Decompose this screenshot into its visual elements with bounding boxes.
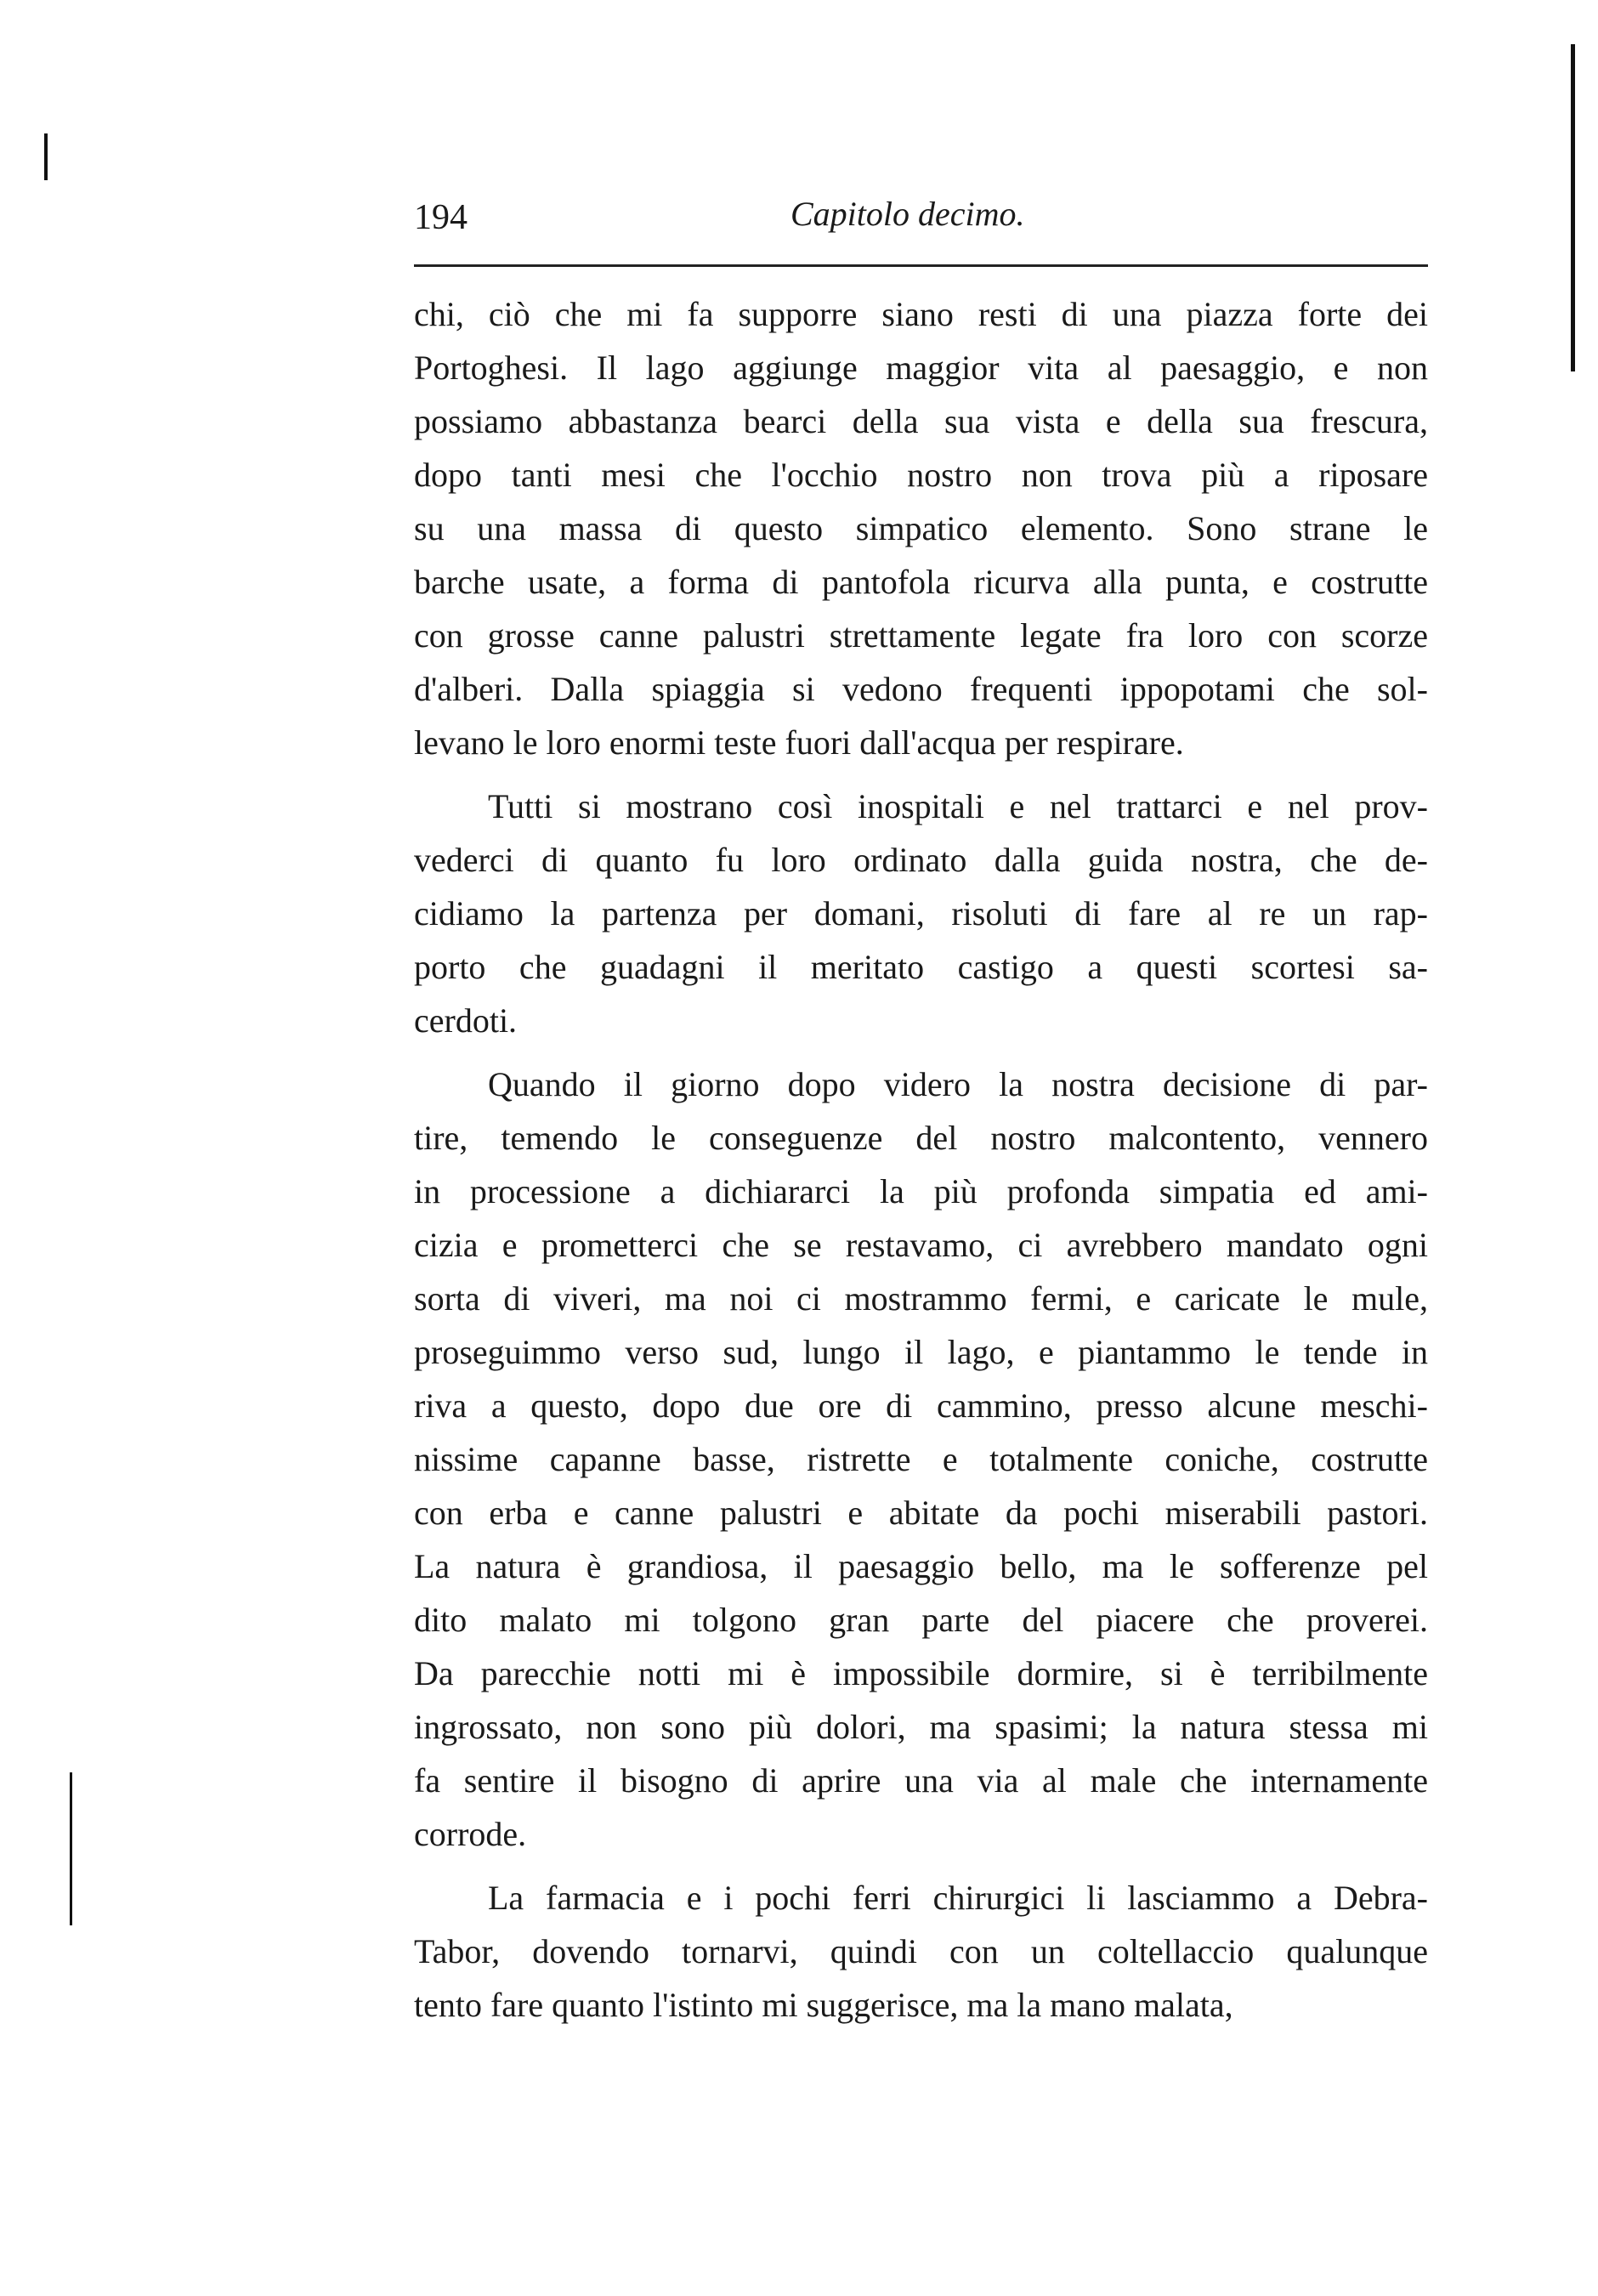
- text-line: barche usate, a forma di pantofola ricurva alla punta, e costrutte: [414, 563, 1428, 601]
- text-line: proseguimmo verso sud, lungo il lago, e piantammo le tende in: [414, 1333, 1428, 1371]
- text-line: riva a questo, dopo due ore di cammino, presso alcune meschi-: [414, 1386, 1428, 1425]
- text-line: possiamo abbastanza bearci della sua vista e della sua frescura,: [414, 402, 1428, 440]
- text-line: sorta di viveri, ma noi ci mostrammo fermi, e caricate le mule,: [414, 1279, 1428, 1318]
- text-line: La farmacia e i pochi ferri chirurgici li lasciammo a Debra-: [488, 1879, 1428, 1917]
- text-line: cerdoti.: [414, 1001, 518, 1040]
- text-line: tire, temendo le conseguenze del nostro malcontento, vennero: [414, 1119, 1428, 1157]
- text-line: nissime capanne basse, ristrette e totalmente coniche, costrutte: [414, 1440, 1428, 1478]
- text-line: con erba e canne palustri e abitate da pochi miserabili pastori.: [414, 1494, 1428, 1532]
- text-line: chi, ciò che mi fa supporre siano resti di una piazza forte dei: [414, 295, 1428, 333]
- text-line: Da parecchie notti mi è impossibile dormire, si è terribilmente: [414, 1654, 1428, 1692]
- text-line: con grosse canne palustri strettamente legate fra loro con scorze: [414, 616, 1428, 655]
- page-body: [414, 287, 1428, 2042]
- text-line: Portoghesi. Il lago aggiunge maggior vita al paesaggio, e non: [414, 349, 1428, 387]
- text-line: Tutti si mostrano così inospitali e nel trattarci e nel prov-: [488, 787, 1428, 825]
- text-line: corrode.: [414, 1815, 527, 1853]
- text-line: levano le loro enormi teste fuori dall'acqua per respirare.: [414, 723, 1184, 762]
- text-line: vederci di quanto fu loro ordinato dalla guida nostra, che de-: [414, 841, 1428, 879]
- paragraph: [414, 1057, 1428, 1861]
- text-line: cidiamo la partenza per domani, risoluti di fare al re un rap-: [414, 894, 1428, 933]
- page-number: 194: [414, 198, 468, 237]
- text-line: ingrossato, non sono più dolori, ma spasimi; la natura stessa mi: [414, 1708, 1428, 1746]
- text-line: in processione a dichiararci la più profonda simpatia ed ami-: [414, 1172, 1428, 1210]
- text-line: dito malato mi tolgono gran parte del piacere che proverei.: [414, 1601, 1428, 1639]
- paragraph: [414, 287, 1428, 769]
- text-line: Tabor, dovendo tornarvi, quindi con un coltellaccio qualunque: [414, 1932, 1428, 1970]
- text-line: d'alberi. Dalla spiaggia si vedono frequenti ippopotami che sol-: [414, 670, 1428, 708]
- paragraph: [414, 780, 1428, 1047]
- scan-edge-mark: [1571, 44, 1575, 371]
- running-title: Capitolo decimo.: [790, 195, 1025, 233]
- text-line: dopo tanti mesi che l'occhio nostro non trova più a riposare: [414, 456, 1428, 494]
- header-rule: [414, 264, 1428, 267]
- text-line: fa sentire il bisogno di aprire una via al male che internamente: [414, 1761, 1428, 1800]
- scan-edge-mark: [70, 1772, 72, 1925]
- text-line: La natura è grandiosa, il paesaggio bello, ma le sofferenze pel: [414, 1547, 1428, 1585]
- text-line: Quando il giorno dopo videro la nostra decisione di par-: [488, 1065, 1428, 1103]
- text-line: cizia e prometterci che se restavamo, ci avrebbero mandato ogni: [414, 1226, 1428, 1264]
- text-line: tento fare quanto l'istinto mi suggerisce, ma la mano malata,: [414, 1986, 1233, 2024]
- paragraph: [414, 1871, 1428, 2032]
- text-line: su una massa di questo simpatico elemento. Sono strane le: [414, 509, 1428, 547]
- text-line: porto che guadagni il meritato castigo a questi scortesi sa-: [414, 948, 1428, 986]
- scan-edge-mark: [44, 133, 48, 180]
